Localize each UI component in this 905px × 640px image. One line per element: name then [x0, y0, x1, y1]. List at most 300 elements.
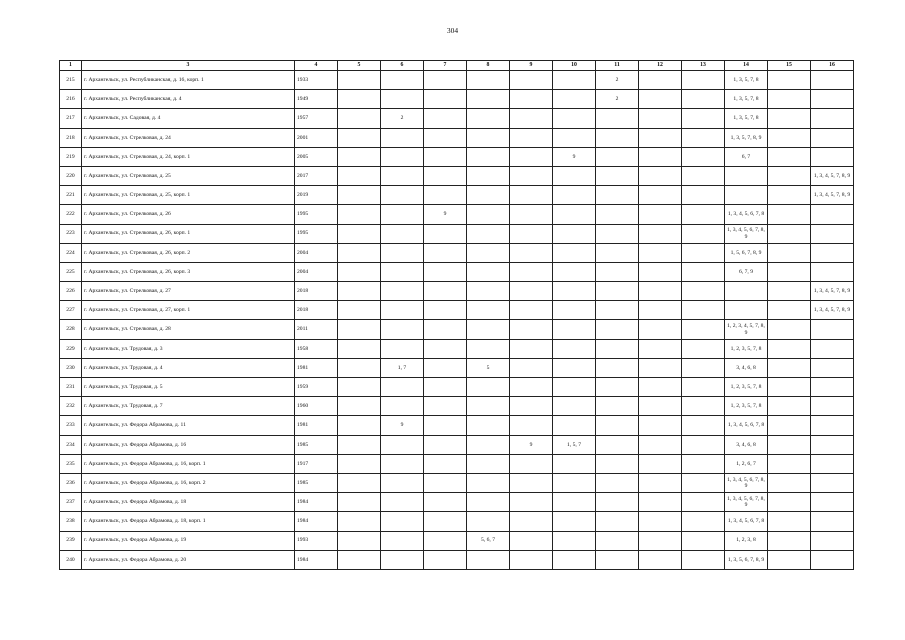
cell-addr: г. Архангельск, ул. Стрелковая, д. 26, корп. 2: [82, 243, 295, 262]
cell-c5: [338, 378, 381, 397]
cell-c13: [682, 205, 725, 224]
cell-year: 1984: [295, 493, 338, 512]
cell-addr: г. Архангельск, ул. Республиканская, д. 16, корп. 1: [82, 71, 295, 90]
cell-c14: 1, 2, 3, 4, 5, 7, 8, 9: [725, 320, 768, 339]
cell-c14: 6, 7, 9: [725, 262, 768, 281]
cell-c6: [381, 320, 424, 339]
cell-addr: г. Архангельск, ул. Стрелковая, д. 24, корп. 1: [82, 147, 295, 166]
cell-c12: [639, 378, 682, 397]
cell-c13: [682, 282, 725, 301]
cell-c16: 1, 3, 4, 5, 7, 8, 9: [811, 166, 854, 185]
cell-c11: [596, 378, 639, 397]
column-header: 3: [82, 61, 295, 71]
column-header: 1: [60, 61, 82, 71]
cell-c7: [424, 282, 467, 301]
cell-c6: [381, 282, 424, 301]
cell-c7: [424, 378, 467, 397]
cell-c10: [553, 128, 596, 147]
cell-addr: г. Архангельск, ул. Республиканская, д. 4: [82, 90, 295, 109]
cell-c12: [639, 320, 682, 339]
cell-c16: 1, 3, 4, 5, 7, 8, 9: [811, 186, 854, 205]
cell-c16: [811, 512, 854, 531]
cell-c15: [768, 339, 811, 358]
cell-c8: [467, 128, 510, 147]
cell-c12: [639, 186, 682, 205]
table-row: [60, 493, 854, 512]
cell-c8: [467, 301, 510, 320]
cell-c13: [682, 339, 725, 358]
cell-c12: [639, 301, 682, 320]
cell-c10: [553, 166, 596, 185]
cell-c8: [467, 109, 510, 128]
cell-c15: [768, 531, 811, 550]
cell-c10: [553, 71, 596, 90]
registry-table: [59, 60, 854, 570]
cell-c14: [725, 301, 768, 320]
cell-c13: [682, 454, 725, 473]
cell-c8: [467, 262, 510, 281]
cell-c6: [381, 473, 424, 492]
cell-year: 1995: [295, 224, 338, 243]
cell-c11: [596, 147, 639, 166]
table-row: [60, 109, 854, 128]
cell-c8: [467, 493, 510, 512]
cell-c8: [467, 186, 510, 205]
cell-addr: г. Архангельск, ул. Федора Абрамова, д. 16: [82, 435, 295, 454]
cell-c14: 1, 3, 4, 5, 6, 7, 8, 9: [725, 224, 768, 243]
cell-n: 237: [60, 493, 82, 512]
cell-c11: [596, 550, 639, 569]
cell-year: 2018: [295, 282, 338, 301]
cell-c14: 1, 5, 6, 7, 8, 9: [725, 243, 768, 262]
cell-c9: [510, 224, 553, 243]
cell-c6: [381, 147, 424, 166]
cell-year: 1985: [295, 473, 338, 492]
cell-c9: [510, 320, 553, 339]
cell-addr: г. Архангельск, ул. Стрелковая, д. 25, корп. 1: [82, 186, 295, 205]
cell-c7: [424, 147, 467, 166]
cell-c7: [424, 186, 467, 205]
cell-n: 239: [60, 531, 82, 550]
cell-c14: 3, 4, 6, 8: [725, 435, 768, 454]
cell-c10: [553, 205, 596, 224]
cell-year: 1958: [295, 339, 338, 358]
cell-c15: [768, 435, 811, 454]
table-row: [60, 454, 854, 473]
cell-c8: [467, 397, 510, 416]
cell-c9: [510, 128, 553, 147]
cell-c9: [510, 531, 553, 550]
cell-c16: [811, 454, 854, 473]
cell-c10: [553, 531, 596, 550]
cell-c10: [553, 339, 596, 358]
cell-addr: г. Архангельск, ул. Стрелковая, д. 26, корп. 3: [82, 262, 295, 281]
cell-n: 229: [60, 339, 82, 358]
cell-c7: [424, 550, 467, 569]
column-header: 14: [725, 61, 768, 71]
cell-c9: [510, 416, 553, 435]
cell-c9: [510, 358, 553, 377]
cell-year: 1993: [295, 531, 338, 550]
cell-c6: [381, 186, 424, 205]
cell-c15: [768, 282, 811, 301]
cell-c11: 2: [596, 71, 639, 90]
cell-c5: [338, 282, 381, 301]
cell-c13: [682, 320, 725, 339]
cell-c12: [639, 71, 682, 90]
column-header: 15: [768, 61, 811, 71]
cell-c14: 1, 3, 4, 5, 6, 7, 8: [725, 416, 768, 435]
cell-c9: [510, 166, 553, 185]
cell-n: 236: [60, 473, 82, 492]
cell-c14: [725, 282, 768, 301]
cell-year: 1981: [295, 416, 338, 435]
cell-c14: 1, 3, 4, 5, 6, 7, 8: [725, 512, 768, 531]
cell-year: 2017: [295, 166, 338, 185]
cell-c7: [424, 512, 467, 531]
cell-c11: [596, 320, 639, 339]
cell-c8: [467, 71, 510, 90]
cell-c12: [639, 282, 682, 301]
cell-c16: [811, 243, 854, 262]
cell-c13: [682, 473, 725, 492]
cell-c6: [381, 493, 424, 512]
cell-c12: [639, 358, 682, 377]
cell-c16: 1, 3, 4, 5, 7, 8, 9: [811, 282, 854, 301]
cell-c15: [768, 71, 811, 90]
cell-c5: [338, 128, 381, 147]
table-row: [60, 473, 854, 492]
cell-c15: [768, 301, 811, 320]
cell-c11: [596, 166, 639, 185]
cell-c11: [596, 358, 639, 377]
cell-c7: [424, 473, 467, 492]
cell-c5: [338, 339, 381, 358]
cell-c16: [811, 262, 854, 281]
cell-c12: [639, 435, 682, 454]
cell-c12: [639, 205, 682, 224]
cell-c13: [682, 493, 725, 512]
cell-c8: [467, 435, 510, 454]
cell-addr: г. Архангельск, ул. Трудовая, д. 4: [82, 358, 295, 377]
cell-c11: 2: [596, 90, 639, 109]
cell-year: 2005: [295, 147, 338, 166]
cell-c5: [338, 435, 381, 454]
cell-c6: [381, 205, 424, 224]
cell-c5: [338, 90, 381, 109]
cell-c6: [381, 301, 424, 320]
cell-c15: [768, 90, 811, 109]
cell-c10: [553, 454, 596, 473]
cell-c16: [811, 397, 854, 416]
cell-c14: 1, 3, 5, 7, 8: [725, 90, 768, 109]
cell-c14: 1, 3, 5, 6, 7, 8, 9: [725, 550, 768, 569]
cell-c5: [338, 186, 381, 205]
table-row: [60, 512, 854, 531]
table-row: [60, 397, 854, 416]
cell-c8: [467, 147, 510, 166]
table-row: [60, 339, 854, 358]
cell-c15: [768, 473, 811, 492]
cell-c16: [811, 339, 854, 358]
cell-c9: [510, 109, 553, 128]
cell-c16: [811, 109, 854, 128]
cell-c5: [338, 531, 381, 550]
cell-c6: [381, 378, 424, 397]
cell-c12: [639, 147, 682, 166]
cell-c15: [768, 512, 811, 531]
cell-c15: [768, 493, 811, 512]
cell-c14: 1, 3, 5, 7, 8, 9: [725, 128, 768, 147]
cell-c5: [338, 454, 381, 473]
cell-addr: г. Архангельск, ул. Стрелковая, д. 27: [82, 282, 295, 301]
table-row: [60, 205, 854, 224]
cell-c6: 2: [381, 109, 424, 128]
cell-c14: 1, 2, 3, 5, 7, 8: [725, 397, 768, 416]
cell-c7: [424, 262, 467, 281]
cell-c14: 1, 2, 6, 7: [725, 454, 768, 473]
cell-c15: [768, 166, 811, 185]
cell-c7: [424, 358, 467, 377]
cell-c16: [811, 320, 854, 339]
cell-n: 221: [60, 186, 82, 205]
cell-addr: г. Архангельск, ул. Федора Абрамова, д. 16, корп. 1: [82, 454, 295, 473]
cell-c6: [381, 339, 424, 358]
cell-c6: [381, 531, 424, 550]
cell-c16: [811, 550, 854, 569]
cell-c9: [510, 90, 553, 109]
cell-c13: [682, 243, 725, 262]
cell-c16: [811, 71, 854, 90]
cell-c5: [338, 473, 381, 492]
cell-c5: [338, 166, 381, 185]
cell-c11: [596, 531, 639, 550]
cell-c12: [639, 493, 682, 512]
table-row: [60, 435, 854, 454]
cell-n: 231: [60, 378, 82, 397]
cell-c8: [467, 320, 510, 339]
cell-c13: [682, 128, 725, 147]
table-row: [60, 320, 854, 339]
cell-c8: 5: [467, 358, 510, 377]
cell-c6: [381, 90, 424, 109]
cell-addr: г. Архангельск, ул. Трудовая, д. 3: [82, 339, 295, 358]
cell-addr: г. Архангельск, ул. Федора Абрамова, д. 20: [82, 550, 295, 569]
cell-c9: [510, 205, 553, 224]
cell-c10: [553, 416, 596, 435]
cell-year: 1984: [295, 512, 338, 531]
cell-c13: [682, 90, 725, 109]
table-row: [60, 282, 854, 301]
cell-n: 228: [60, 320, 82, 339]
cell-c6: [381, 435, 424, 454]
cell-c10: [553, 378, 596, 397]
column-header: 8: [467, 61, 510, 71]
cell-c9: [510, 493, 553, 512]
cell-c11: [596, 454, 639, 473]
cell-year: 2018: [295, 301, 338, 320]
cell-year: 1917: [295, 454, 338, 473]
cell-c9: [510, 262, 553, 281]
table-row: [60, 262, 854, 281]
cell-c14: 1, 2, 3, 5, 7, 8: [725, 378, 768, 397]
cell-year: 2004: [295, 262, 338, 281]
cell-addr: г. Архангельск, ул. Стрелковая, д. 27, корп. 1: [82, 301, 295, 320]
cell-c14: 1, 3, 5, 7, 8: [725, 109, 768, 128]
cell-c5: [338, 397, 381, 416]
table-row: [60, 416, 854, 435]
table-row: [60, 147, 854, 166]
cell-addr: г. Архангельск, ул. Садовая, д. 4: [82, 109, 295, 128]
cell-year: 2019: [295, 186, 338, 205]
header-row: [60, 61, 854, 71]
cell-c10: [553, 320, 596, 339]
cell-c7: [424, 166, 467, 185]
cell-year: 1985: [295, 435, 338, 454]
cell-n: 222: [60, 205, 82, 224]
table-row: [60, 301, 854, 320]
cell-n: 227: [60, 301, 82, 320]
cell-c10: [553, 90, 596, 109]
cell-c12: [639, 90, 682, 109]
cell-n: 219: [60, 147, 82, 166]
cell-c11: [596, 435, 639, 454]
cell-c13: [682, 301, 725, 320]
cell-c8: 5, 6, 7: [467, 531, 510, 550]
cell-c13: [682, 358, 725, 377]
cell-c8: [467, 205, 510, 224]
cell-c7: 9: [424, 205, 467, 224]
cell-c7: [424, 397, 467, 416]
cell-c16: [811, 205, 854, 224]
cell-c9: [510, 397, 553, 416]
cell-c11: [596, 397, 639, 416]
cell-c8: [467, 454, 510, 473]
cell-c6: [381, 128, 424, 147]
cell-c13: [682, 397, 725, 416]
cell-c13: [682, 512, 725, 531]
cell-c13: [682, 435, 725, 454]
cell-c8: [467, 416, 510, 435]
table-row: [60, 224, 854, 243]
cell-c8: [467, 550, 510, 569]
cell-c5: [338, 416, 381, 435]
cell-c14: 1, 2, 3, 8: [725, 531, 768, 550]
table-row: [60, 531, 854, 550]
cell-addr: г. Архангельск, ул. Стрелковая, д. 28: [82, 320, 295, 339]
cell-c16: [811, 493, 854, 512]
cell-c11: [596, 416, 639, 435]
cell-year: 2011: [295, 320, 338, 339]
column-header: 5: [338, 61, 381, 71]
cell-c5: [338, 512, 381, 531]
cell-c15: [768, 224, 811, 243]
cell-c12: [639, 262, 682, 281]
cell-c11: [596, 109, 639, 128]
cell-n: 238: [60, 512, 82, 531]
cell-c5: [338, 301, 381, 320]
cell-c15: [768, 243, 811, 262]
cell-c7: [424, 320, 467, 339]
column-header: 4: [295, 61, 338, 71]
cell-n: 226: [60, 282, 82, 301]
cell-c7: [424, 90, 467, 109]
cell-c10: [553, 473, 596, 492]
cell-n: 234: [60, 435, 82, 454]
column-header: 9: [510, 61, 553, 71]
cell-c9: [510, 243, 553, 262]
cell-c13: [682, 109, 725, 128]
cell-addr: г. Архангельск, ул. Трудовая, д. 7: [82, 397, 295, 416]
cell-c16: [811, 128, 854, 147]
cell-c13: [682, 378, 725, 397]
cell-c10: [553, 301, 596, 320]
cell-c10: [553, 397, 596, 416]
cell-c9: [510, 186, 553, 205]
cell-c11: [596, 473, 639, 492]
cell-c8: [467, 243, 510, 262]
column-header: 12: [639, 61, 682, 71]
cell-c5: [338, 320, 381, 339]
cell-c12: [639, 531, 682, 550]
cell-c10: [553, 109, 596, 128]
cell-c8: [467, 90, 510, 109]
cell-c7: [424, 493, 467, 512]
cell-c13: [682, 224, 725, 243]
cell-c11: [596, 128, 639, 147]
table-row: [60, 186, 854, 205]
cell-c6: [381, 243, 424, 262]
cell-c12: [639, 166, 682, 185]
cell-c10: [553, 493, 596, 512]
cell-c11: [596, 339, 639, 358]
cell-c14: [725, 186, 768, 205]
cell-c6: [381, 166, 424, 185]
cell-c16: 1, 3, 4, 5, 7, 8, 9: [811, 301, 854, 320]
cell-c5: [338, 71, 381, 90]
cell-n: 232: [60, 397, 82, 416]
cell-c15: [768, 147, 811, 166]
table-body: [60, 71, 854, 570]
cell-c8: [467, 339, 510, 358]
cell-c9: [510, 339, 553, 358]
cell-c5: [338, 147, 381, 166]
cell-c9: [510, 512, 553, 531]
cell-addr: г. Архангельск, ул. Стрелковая, д. 26: [82, 205, 295, 224]
table-row: [60, 550, 854, 569]
cell-c5: [338, 262, 381, 281]
cell-c6: [381, 512, 424, 531]
cell-c6: [381, 454, 424, 473]
cell-c5: [338, 205, 381, 224]
cell-c15: [768, 186, 811, 205]
cell-c11: [596, 493, 639, 512]
cell-c9: [510, 473, 553, 492]
page-number: 304: [446, 26, 459, 35]
cell-c13: [682, 550, 725, 569]
cell-addr: г. Архангельск, ул. Федора Абрамова, д. 19: [82, 531, 295, 550]
cell-c11: [596, 282, 639, 301]
cell-c14: 6, 7: [725, 147, 768, 166]
cell-c15: [768, 378, 811, 397]
cell-addr: г. Архангельск, ул. Стрелковая, д. 26, корп. 1: [82, 224, 295, 243]
cell-c6: [381, 262, 424, 281]
cell-c9: [510, 550, 553, 569]
cell-c12: [639, 224, 682, 243]
cell-c6: [381, 397, 424, 416]
cell-c5: [338, 358, 381, 377]
cell-c14: 3, 4, 6, 8: [725, 358, 768, 377]
